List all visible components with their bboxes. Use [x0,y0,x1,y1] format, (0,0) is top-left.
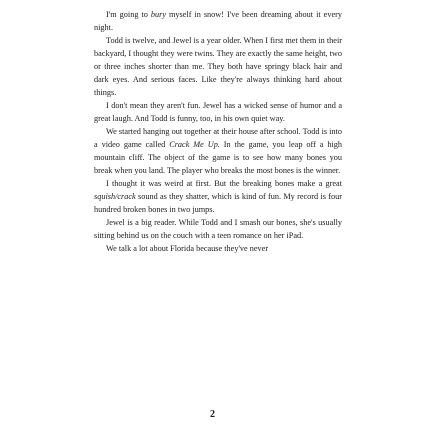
paragraph: Jewel is a big reader. While Todd and I smash our bones, she's usually sitting behind us on the couch with a teen romance on her iPad. [94,218,342,240]
page-number: 2 [210,409,215,420]
paragraph: We talk a lot about Florida because they've never [106,244,269,253]
paragraph: I'm going to bury myself in snow! I've been dreaming about it every night. [94,10,342,32]
paragraph: I thought it was weird at first. But the breaking bones make a great squish/crack sound as they shatter, which is kind of fun. My record is four hundred broken bones in two jumps. [94,179,342,214]
paragraph: Todd is twelve, and Jewel is a year older. When I first met them in their backyard, I thought they were twins. They are exactly the same height, two or three inches shorter than me. They both have springy black hair and dark eyes. And serious faces. Like they're always thinking hard about things. [94,36,342,97]
paragraph: We started hanging out together at their house after school. Todd is into a video game called Crack Me Up. In the game, you leap off a high mountain cliff. The object of the game is to see how many bones you break when you land. The player who breaks the most bones is the winner. [94,127,342,175]
body-text [94,8,342,255]
paragraph: I don't mean they aren't fun. Jewel has a wicked sense of humor and a great laugh. And Todd is funny, too, in his own quiet way. [94,101,342,123]
